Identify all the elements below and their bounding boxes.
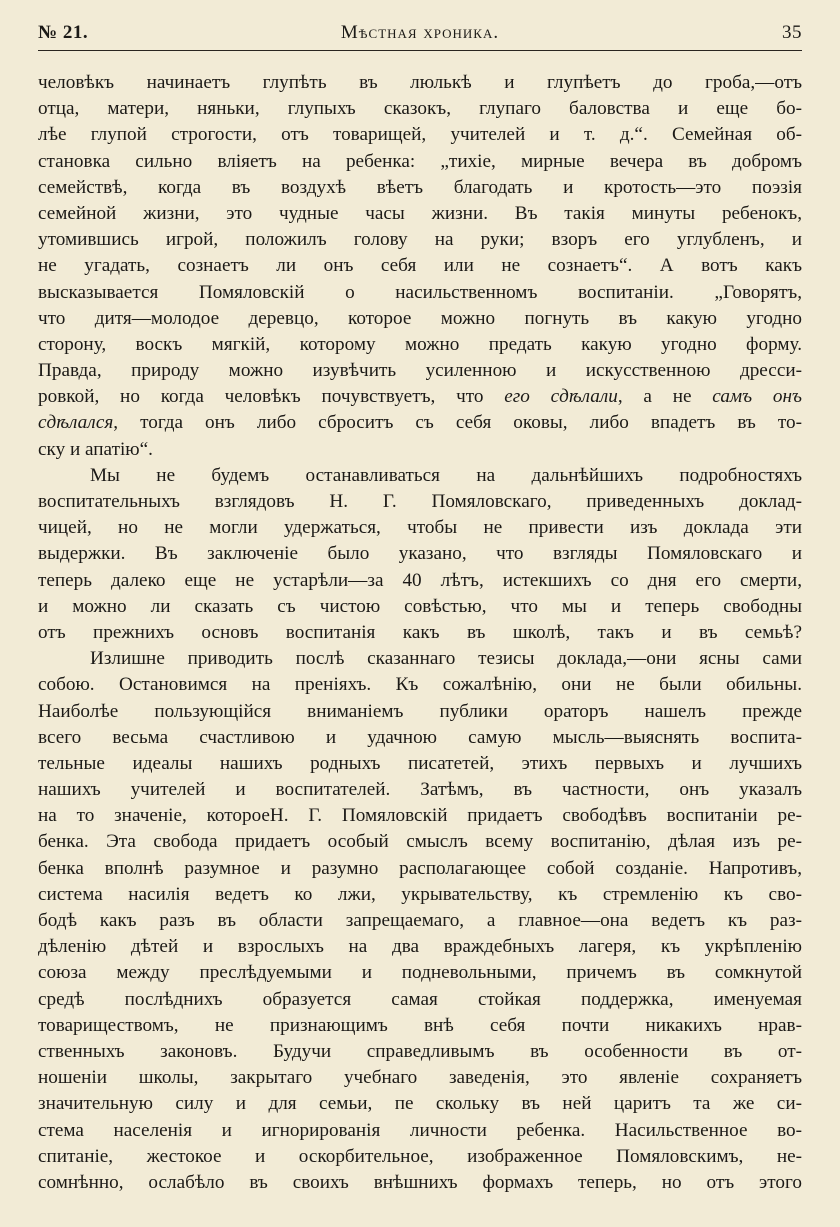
article-body (38, 70, 802, 1196)
italic-emphasis: его сдѣлали (504, 386, 618, 408)
italic-emphasis: самъ онъ (712, 386, 802, 408)
text-line: дѣленію дѣтей и взрослыхъ на два враждебныхъ лагеря, къ укрѣпленію (38, 936, 802, 958)
text-line: бодѣ какъ разъ въ области запрещаемаго, а главное—она ведетъ къ раз- (38, 910, 802, 931)
page-number: 35 (782, 22, 802, 43)
text-line: что дитя—молодое деревцо, которое можно погнуть въ какую угодно (38, 307, 802, 329)
text-line: бенка. Эта свобода придаетъ особый смыслъ всему воспитанію, дѣлая изъ ре- (38, 831, 802, 853)
text-line: ску и апатію“. (38, 438, 153, 460)
text-line: сторону, воскъ мягкій, которому можно предать какую угодно форму. (38, 333, 802, 355)
text-line: нашихъ учителей и воспитателей. Затѣмъ, въ частности, онъ указалъ (38, 779, 802, 801)
text-line: сомнѣнно, ослабѣло въ своихъ внѣшнихъ формахъ теперь, но отъ этого (38, 1171, 802, 1193)
text-line: воспитательныхъ взглядовъ Н. Г. Помяловскаго, приведенныхъ доклад- (38, 491, 802, 512)
text-line: высказывается Помяловскій о насильственномъ воспитаніи. „Говорятъ, (38, 281, 802, 303)
text-line: Мы не будемъ останавливаться на дальнѣйшихъ подробностяхъ (90, 464, 802, 486)
text-line: чицей, но не могли удержаться, чтобы не привести изъ доклада эти (38, 517, 802, 539)
text-line: система насилія ведетъ ко лжи, укрывательству, къ стремленію къ сво- (38, 883, 802, 905)
text-line: собою. Остановимся на преніяхъ. Къ сожалѣнію, они не были обильны. (38, 674, 802, 696)
text-line: семейной жизни, это чудные часы жизни. Въ такія минуты ребенокъ, (38, 202, 802, 224)
text-line: всего весьма счастливою и удачною самую мысль—выяснять воспита- (38, 726, 802, 748)
text-line: бенка вполнѣ разумное и разумно располагающее собой созданіе. Напротивъ, (38, 857, 802, 879)
text-line: утомившись игрой, положилъ голову на руки; взоръ его углубленъ, и (38, 229, 802, 251)
text-line: на то значеніе, котороеН. Г. Помяловскій придаетъ свободѣвъ воспитаніи ре- (38, 805, 802, 827)
text-line: выдержки. Въ заключеніе было указано, что взгляды Помяловскаго и (38, 543, 802, 565)
header-rule (38, 50, 802, 51)
italic-emphasis: сдѣлался (38, 412, 114, 434)
text-line: средѣ послѣднихъ образуется самая стойкая поддержка, именуемая (38, 988, 802, 1010)
text-line: спитаніе, жестокое и оскорбительное, изображенное Помяловскимъ, не- (38, 1145, 802, 1167)
text-line: отъ прежнихъ основъ воспитанія какъ въ школѣ, такъ и въ семьѣ? (38, 621, 802, 643)
text-line: становка сильно вліяетъ на ребенка: „тихіе, мирные вечера въ добромъ (38, 150, 802, 172)
text-line: отца, матери, няньки, глупыхъ сказокъ, глупаго баловства и еще бо- (38, 98, 802, 120)
text-run: , а не (617, 386, 713, 408)
section-title: Мѣстная хроника. (340, 22, 500, 43)
text-line: не угадать, сознаетъ ли онъ себя или не сознаетъ“. А вотъ какъ (38, 255, 802, 277)
running-header (38, 22, 802, 50)
text-line: семействѣ, когда въ воздухѣ вѣетъ благодать и кротость—это поэзія (38, 176, 802, 198)
text-line: человѣкъ начинаетъ глупѣть въ люлькѣ и глупѣетъ до гроба,—отъ (38, 72, 802, 93)
text-line: значительную силу и для семьи, пе скольку въ ней царитъ та же си- (38, 1093, 802, 1115)
text-line: лѣе глупой строгости, отъ товарищей, учителей и т. д.“. Семейная об- (38, 124, 802, 146)
text-line: теперь далеко еще не устарѣли—за 40 лѣтъ, истекшихъ со дня его смерти, (38, 569, 802, 591)
text-run: ровкой, но когда человѣкъ почувствуетъ, что (38, 386, 505, 408)
text-line: тельные идеалы нашихъ родныхъ писатетей, этихъ первыхъ и лучшихъ (38, 752, 802, 774)
text-run: , тогда онъ либо сброситъ съ себя оковы, либо впадетъ въ то- (113, 412, 802, 434)
text-line (38, 410, 802, 436)
text-line: ственныхъ законовъ. Будучи справедливымъ въ особенности въ от- (38, 1040, 802, 1062)
text-line: союза между преслѣдуемыми и подневольными, причемъ въ сомкнутой (38, 962, 802, 984)
text-line: стема населенія и игнорированія личности ребенка. Насильственное во- (38, 1119, 802, 1141)
text-line: товариществомъ, не признающимъ внѣ себя почти никакихъ нрав- (38, 1014, 802, 1036)
text-line: ношеніи школы, закрытаго учебнаго заведенія, это явленіе сохраняетъ (38, 1067, 802, 1089)
text-line: Излишне приводить послѣ сказаннаго тезисы доклада,—они ясны сами (90, 648, 802, 670)
text-line: Правда, природу можно изувѣчить усиленною и искусственною дресси- (38, 360, 802, 382)
text-line: и можно ли сказать съ чистою совѣстью, что мы и теперь свободны (38, 595, 802, 617)
text-line (38, 384, 802, 410)
issue-number: № 21. (38, 22, 89, 43)
text-line: Наиболѣе пользующійся вниманіемъ публики ораторъ нашелъ прежде (38, 700, 802, 722)
